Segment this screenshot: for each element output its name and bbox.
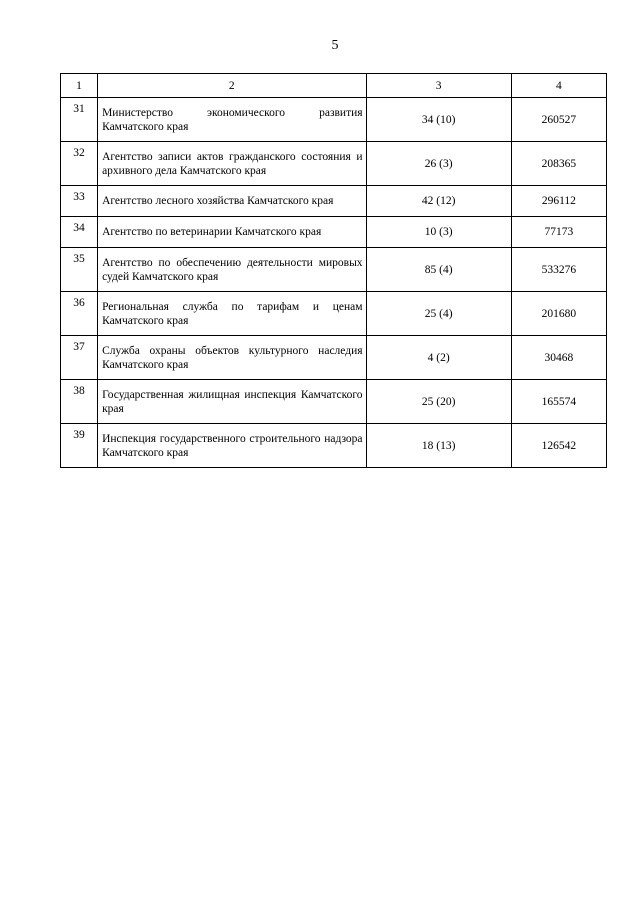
row-number: 32 [61,142,98,186]
organization-name: Агентство по обеспечению деятельности мировых судей Камчатского края [98,248,366,292]
table-row [61,424,607,468]
row-number: 31 [61,98,98,142]
header-col-3: 3 [366,74,511,98]
column-3-value: 18 (13) [366,424,511,468]
row-number: 33 [61,186,98,217]
column-4-value: 165574 [511,380,606,424]
column-3-value: 25 (20) [366,380,511,424]
header-col-2: 2 [98,74,366,98]
header-col-1: 1 [61,74,98,98]
row-number: 34 [61,217,98,248]
column-3-value: 26 (3) [366,142,511,186]
column-4-value: 208365 [511,142,606,186]
column-4-value: 296112 [511,186,606,217]
organization-name: Агентство по ветеринарии Камчатского края [98,217,366,248]
column-3-value: 85 (4) [366,248,511,292]
organization-name: Агентство лесного хозяйства Камчатского края [98,186,366,217]
organization-name: Региональная служба по тарифам и ценам Камчатского края [98,292,366,336]
row-number: 35 [61,248,98,292]
column-4-value: 260527 [511,98,606,142]
page-number: 5 [331,38,339,53]
column-4-value: 126542 [511,424,606,468]
table-row [61,336,607,380]
organization-name: Инспекция государственного строительного надзора Камчатского края [98,424,366,468]
column-3-value: 10 (3) [366,217,511,248]
column-3-value: 42 (12) [366,186,511,217]
table-row [61,217,607,248]
data-table [60,73,607,468]
table-row [61,380,607,424]
column-4-value: 30468 [511,336,606,380]
column-3-value: 34 (10) [366,98,511,142]
table-header-row [61,74,607,98]
table-row [61,186,607,217]
organization-name: Служба охраны объектов культурного наследия Камчатского края [98,336,366,380]
row-number: 38 [61,380,98,424]
column-3-value: 4 (2) [366,336,511,380]
table-row [61,292,607,336]
row-number: 37 [61,336,98,380]
row-number: 39 [61,424,98,468]
column-4-value: 77173 [511,217,606,248]
table-row [61,98,607,142]
header-col-4: 4 [511,74,606,98]
organization-name: Министерство экономического развития Камчатского края [98,98,366,142]
organization-name: Агентство записи актов гражданского состояния и архивного дела Камчатского края [98,142,366,186]
table-row [61,248,607,292]
table-row [61,142,607,186]
row-number: 36 [61,292,98,336]
column-3-value: 25 (4) [366,292,511,336]
column-4-value: 201680 [511,292,606,336]
organization-name: Государственная жилищная инспекция Камчатского края [98,380,366,424]
column-4-value: 533276 [511,248,606,292]
